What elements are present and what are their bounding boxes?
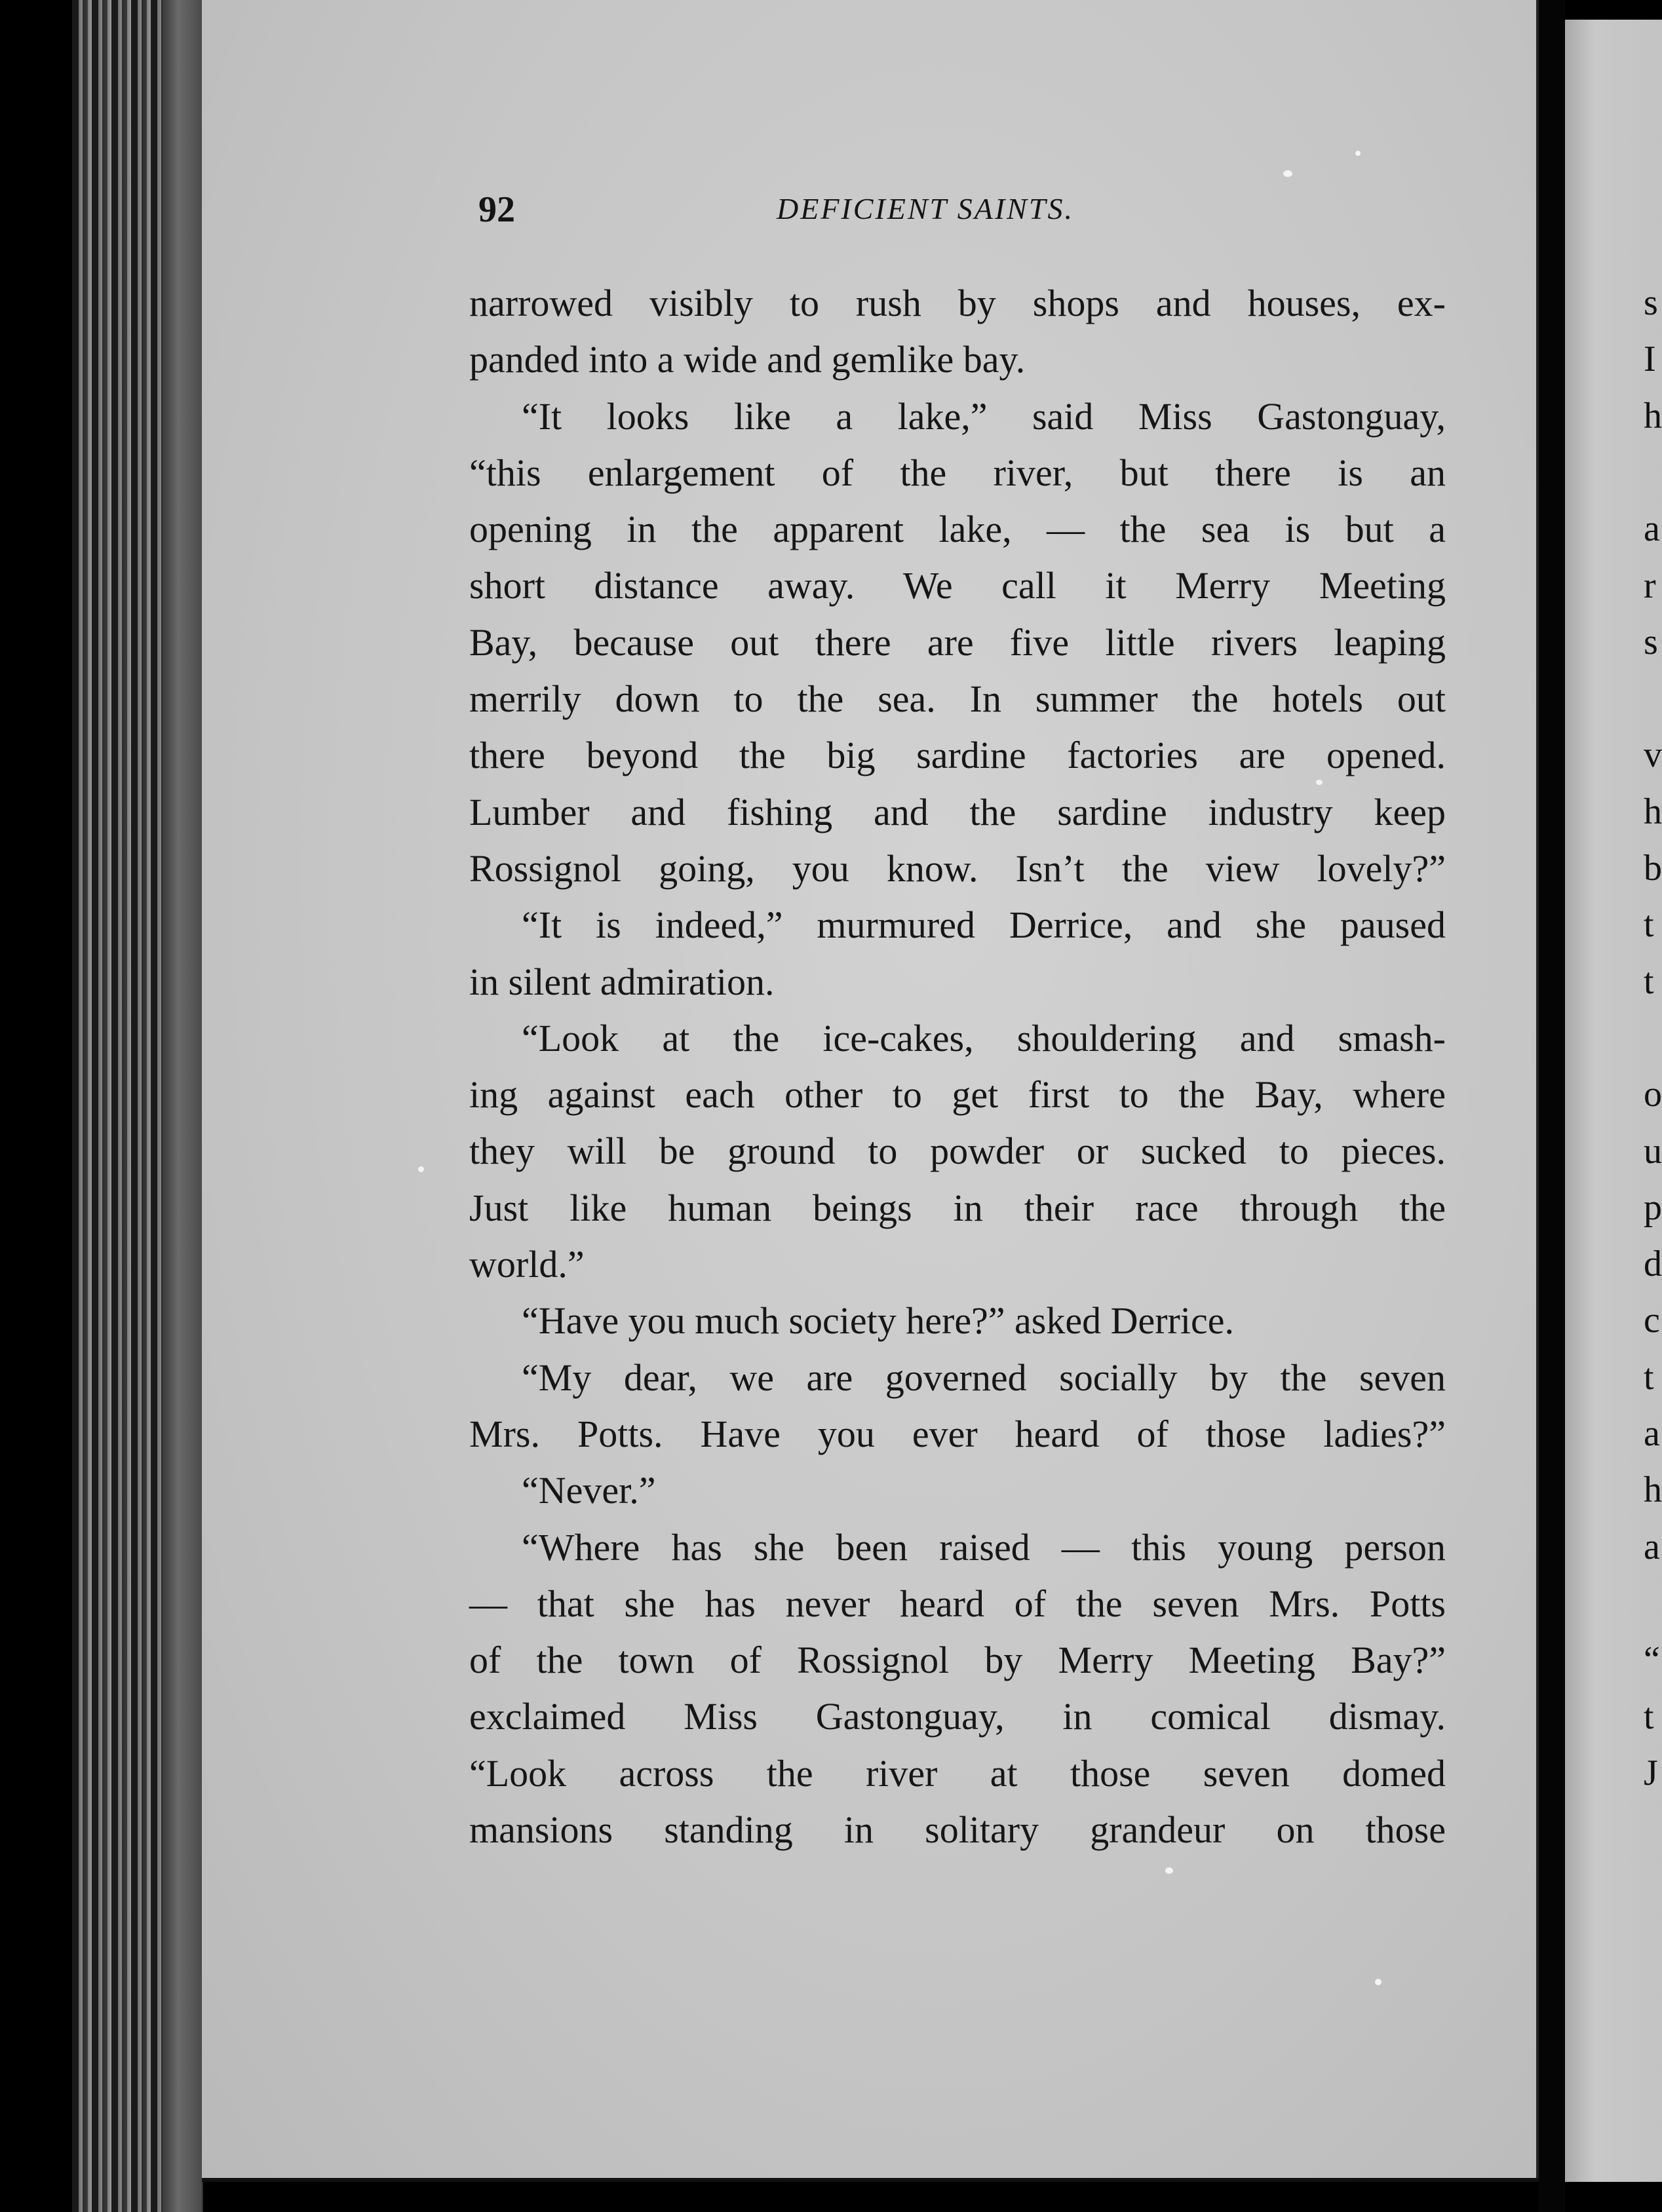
facing-page-letter: c	[1644, 1300, 1660, 1341]
page-header	[478, 189, 1461, 241]
text-line: merrily down to the sea. In summer the hotels out	[469, 677, 1446, 721]
text-line: ing against each other to get first to the Bay, where	[469, 1073, 1446, 1116]
facing-page-letter: J	[1644, 1752, 1658, 1793]
text-line: Bay, because out there are five little rivers leaping	[469, 620, 1446, 664]
facing-page-fragment	[1565, 20, 1662, 2182]
facing-page-letter: a	[1644, 508, 1660, 550]
facing-page-letter: h	[1644, 791, 1662, 832]
paper-speck	[418, 1166, 424, 1172]
text-line: “Have you much society here?” asked Derrice.	[522, 1299, 1234, 1343]
facing-page-letter: b	[1644, 848, 1662, 888]
text-line: “It is indeed,” murmured Derrice, and she paused	[522, 904, 1446, 947]
paper-speck	[1375, 1979, 1382, 1985]
gutter	[1539, 0, 1565, 2212]
text-line: opening in the apparent lake, — the sea is but a	[469, 508, 1446, 551]
facing-page-letter: t	[1644, 904, 1654, 945]
running-head: DEFICIENT SAINTS.	[777, 192, 1074, 225]
paper-speck	[1355, 151, 1361, 156]
facing-page-letter: p	[1644, 1187, 1662, 1228]
facing-page-letter: t	[1644, 1356, 1654, 1398]
facing-page-letter: h	[1644, 1470, 1662, 1511]
text-line: of the town of Rossignol by Merry Meeting Bay?”	[469, 1639, 1446, 1682]
text-line: “Never.”	[522, 1469, 656, 1512]
facing-page-letter: v	[1644, 734, 1662, 776]
text-line: “My dear, we are governed socially by the seven	[522, 1356, 1446, 1399]
text-line: Lumber and fishing and the sardine industry keep	[469, 790, 1446, 833]
text-line: world.”	[469, 1243, 585, 1286]
text-line: they will be ground to powder or sucked to pieces.	[469, 1130, 1446, 1173]
text-line: “Look across the river at those seven domed	[469, 1751, 1446, 1795]
text-line: Just like human beings in their race through the	[469, 1186, 1446, 1229]
body-text	[469, 275, 1446, 1858]
text-line: narrowed visibly to rush by shops and houses, ex-	[469, 282, 1446, 324]
facing-page-letter: t	[1644, 961, 1654, 1002]
facing-page-letter: a	[1644, 1413, 1660, 1454]
page-number: 92	[478, 189, 515, 230]
paper-speck	[1283, 170, 1292, 177]
text-line: “It looks like a lake,” said Miss Gastonguay,	[522, 394, 1446, 438]
facing-page-letter: d	[1644, 1244, 1662, 1285]
text-line: panded into a wide and gemlike bay.	[469, 338, 1026, 381]
facing-page-letter: t	[1644, 1696, 1654, 1737]
binding-shadow	[163, 0, 202, 2212]
text-line: mansions standing in solitary grandeur on those	[469, 1808, 1446, 1852]
facing-page-letter: “	[1644, 1639, 1660, 1681]
facing-page-letter: u	[1644, 1130, 1662, 1172]
text-line: Mrs. Potts. Have you ever heard of those ladies?”	[469, 1412, 1446, 1455]
facing-page-letter: h	[1644, 395, 1662, 436]
facing-page-letter: s	[1644, 282, 1658, 323]
facing-page-letter: o	[1644, 1074, 1662, 1115]
text-line: — that she has never heard of the seven Mrs. Potts	[469, 1582, 1446, 1625]
text-line: “Where has she been raised — this young person	[522, 1525, 1446, 1569]
text-line: “Look at the ice-cakes, shouldering and smash-	[522, 1016, 1446, 1059]
text-line: Rossignol going, you know. Isn’t the view lovely?”	[469, 847, 1446, 890]
facing-page-letter: r	[1644, 565, 1656, 606]
text-line: “this enlargement of the river, but there is an	[469, 451, 1446, 494]
text-line: in silent admiration.	[469, 960, 775, 1003]
text-line: exclaimed Miss Gastonguay, in comical dismay.	[469, 1695, 1446, 1738]
facing-page-letter: I	[1644, 339, 1656, 380]
facing-page-letter: s	[1644, 621, 1658, 662]
text-line: there beyond the big sardine factories are opened.	[469, 734, 1446, 777]
paper-speck	[1165, 1867, 1173, 1874]
facing-page-letter: a	[1644, 1526, 1660, 1567]
text-line: short distance away. We call it Merry Meeting	[469, 564, 1446, 607]
